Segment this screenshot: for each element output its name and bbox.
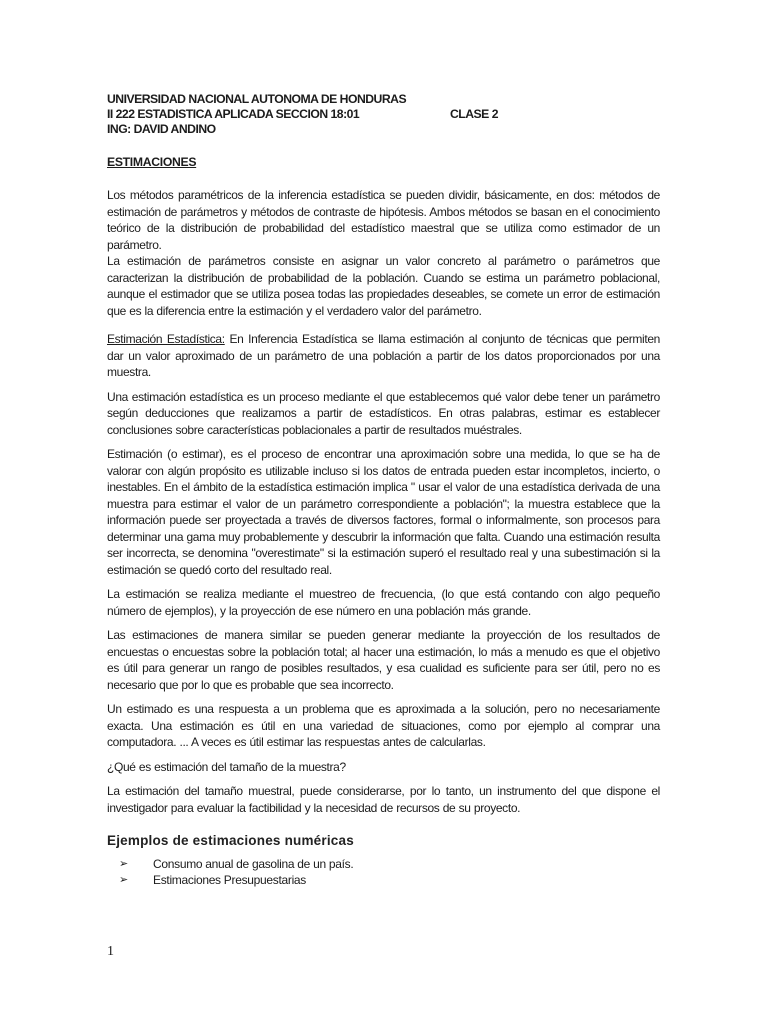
course-line: II 222 ESTADISTICA APLICADA SECCION 18:01 — [107, 107, 360, 121]
examples-heading: Ejemplos de estimaciones numéricas — [107, 833, 354, 848]
paragraph-9: ¿Qué es estimación del tamaño de la muestra? — [107, 759, 346, 774]
paragraph-6: La estimación se realiza mediante el muestreo de frecuencia, (lo que está contando con algo pequeño número de ejemplos), y la proyección de ese número en una población más grande. — [107, 587, 660, 618]
paragraph-10: La estimación del tamaño muestral, puede considerarse, por lo tanto, un instrumento del que dispone el investigador para evaluar la factibilidad y la necesidad de recursos de su proyecto. — [107, 784, 660, 815]
instructor-line: ING: DAVID ANDINO — [107, 122, 216, 136]
section-title: ESTIMACIONES — [107, 155, 197, 169]
arrow-bullet-icon: ➢ — [119, 858, 128, 870]
page-number: 1 — [107, 944, 114, 959]
list-item-text: Consumo anual de gasolina de un país. — [153, 857, 354, 871]
paragraph-2: La estimación de parámetros consiste en asignar un valor concreto al parámetro o parámetros que caracterizan la distribución de probabilidad de la población. Cuando se estima un parámetro poblacional, aunque el estimador que se utiliza posea todas las propiedades deseables, se comete un error de estimación que es la diferencia entre la estimación y el verdadero valor del parámetro. — [107, 254, 660, 318]
paragraph-4: Una estimación estadística es un proceso mediante el que establecemos qué valor debe tener un parámetro según deducciones que realizamos a partir de estadísticos. En otras palabras, estimar es establecer conclusiones sobre características poblacionales a partir de resultados muéstrales. — [107, 389, 660, 437]
list-item — [119, 857, 660, 873]
definition-text: En Inferencia Estadística se llama estimación al conjunto de técnicas que permiten dar un valor aproximado de un parámetro de una población a partir de los datos proporcionados por una muestra. — [107, 332, 660, 379]
university-name: UNIVERSIDAD NACIONAL AUTONOMA DE HONDURAS — [107, 92, 407, 106]
paragraph-1: Los métodos paramétricos de la inferencia estadística se pueden dividir, básicamente, en dos: métodos de estimación de parámetros y métodos de contraste de hipótesis. Ambos métodos se basan en el conocimiento teórico de la distribución de probabilidad del estadístico maestral que se utiliza como estimador de un parámetro. — [107, 188, 660, 252]
paragraph-7: Las estimaciones de manera similar se pueden generar mediante la proyección de los resultados de encuestas o encuestas sobre la población total; al hacer una estimación, lo más a menudo es que el objetivo es útil para generar un rango de posibles resultados, y esa cualidad es suficiente para ser útil, pero no es necesario que por lo que es probable que sea incorrecto. — [107, 628, 660, 692]
paragraph-5: Estimación (o estimar), es el proceso de encontrar una aproximación sobre una medida, lo que se ha de valorar con algún propósito es utilizable incluso si los datos de entrada pueden estar incompletos, incierto, o inestables. En el ámbito de la estadística estimación implica " usar el valor de una estadística derivada de una muestra para estimar el valor de un parámetro correspondiente a población"; la muestra establece que la información puede ser proyectada a través de diversos factores, formal o informalmente, son procesos para determinar una gama muy probablemente y descubrir la información que falta. Cuando una estimación resulta ser incorrecta, se denomina "overestimate" si la estimación superó el resultado real y una subestimación si la estimación se quedó corto del resultado real. — [107, 447, 660, 577]
examples-list — [107, 857, 660, 888]
paragraph-8: Un estimado es una respuesta a un problema que es aproximada a la solución, pero no necesariamente exacta. Una estimación es útil en una variedad de situaciones, como por ejemplo al comprar una computadora. ... A veces es útil estimar las respuestas antes de calcularlas. — [107, 702, 660, 749]
arrow-bullet-icon: ➢ — [119, 873, 128, 886]
document-header — [107, 92, 660, 137]
list-item — [119, 873, 660, 889]
definition-label: Estimación Estadística: — [107, 332, 225, 346]
list-item-text: Estimaciones Presupuestarias — [153, 872, 307, 887]
paragraph-3 — [107, 331, 660, 381]
document-page — [107, 92, 660, 888]
class-number: CLASE 2 — [450, 107, 498, 121]
